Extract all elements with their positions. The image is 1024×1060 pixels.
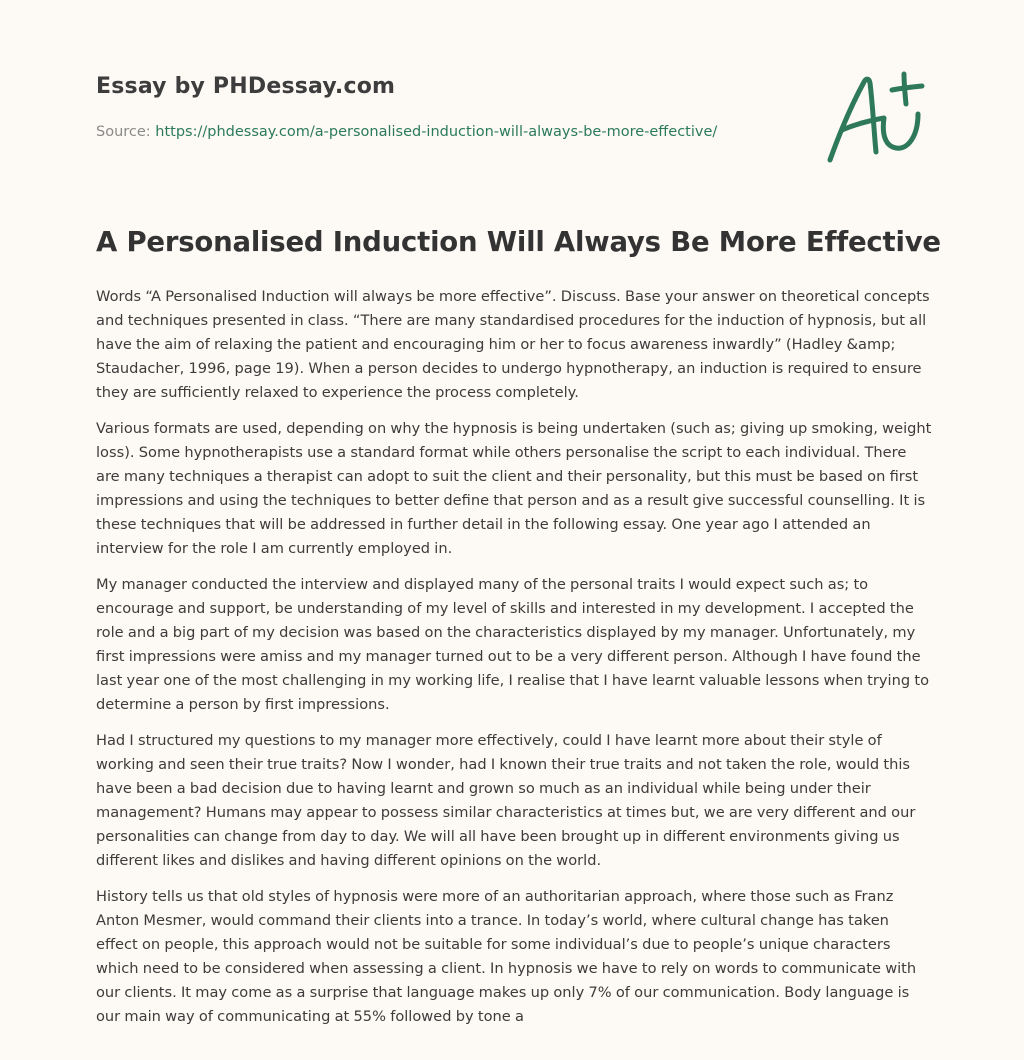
source-label: Source: [96, 124, 151, 140]
site-brand: Essay by PHDessay.com [96, 74, 396, 99]
essay-paragraph: History tells us that old styles of hypnosis were more of an authoritarian approach, where those such as Franz Anton Mesmer, would command their clients into a trance. In today’s world, where cultural change has taken effect on people, this approach would not be suitable for some individual’s due to people’s unique characters which need to be considered when assessing a client. In hypnosis we have to rely on words to communicate with our clients. It may come as a surprise that language makes up only 7% of our communication. Body language is our main way of communicating at 55% followed by tone a [96, 888, 917, 1025]
essay-title: A Personalised Induction Will Always Be More Effective [96, 226, 941, 258]
a-plus-logo-icon [826, 70, 926, 165]
essay-body [96, 285, 932, 1047]
essay-paragraph: Various formats are used, depending on why the hypnosis is being undertaken (such as; giving up smoking, weight loss). Some hypnotherapists use a standard format while others personalise the script to each individual. There are many techniques a therapist can adopt to suit the client and their personality, but this must be based on first impressions and using the techniques to better define that person and as a result give successful counselling. It is these techniques that will be addressed in further detail in the following essay. One year ago I attended an interview for the role I am currently employed in. [96, 420, 932, 557]
essay-paragraph: Had I structured my questions to my manager more effectively, could I have learnt more about their style of working and seen their true traits? Now I wonder, had I known their true traits and not taken the role, would this have been a bad decision due to having learnt and grown so much as an individual while being under their management? Humans may appear to possess similar characteristics at times but, we are very different and our personalities can change from day to day. We will all have been brought up in different environments giving us different likes and dislikes and having different opinions on the world. [96, 732, 916, 869]
source-line [96, 124, 717, 140]
source-link[interactable]: https://phdessay.com/a-personalised-induction-will-always-be-more-effective/ [155, 124, 718, 140]
essay-paragraph: My manager conducted the interview and displayed many of the personal traits I would expect such as; to encourage and support, be understanding of my level of skills and interested in my development. I accepted the role and a big part of my decision was based on the characteristics displayed by my manager. Unfortunately, my first impressions were amiss and my manager turned out to be a very different person. Although I have found the last year one of the most challenging in my working life, I realise that I have learnt valuable lessons when trying to determine a person by first impressions. [96, 576, 929, 713]
essay-paragraph: Words “A Personalised Induction will always be more effective”. Discuss. Base your answer on theoretical concepts and techniques presented in class. “There are many standardised procedures for the induction of hypnosis, but all have the aim of relaxing the patient and encouraging him or her to focus awareness inwardly” (Hadley &amp; Staudacher, 1996, page 19). When a person decides to undergo hypnotherapy, an induction is required to ensure they are sufficiently relaxed to experience the process completely. [96, 288, 930, 401]
